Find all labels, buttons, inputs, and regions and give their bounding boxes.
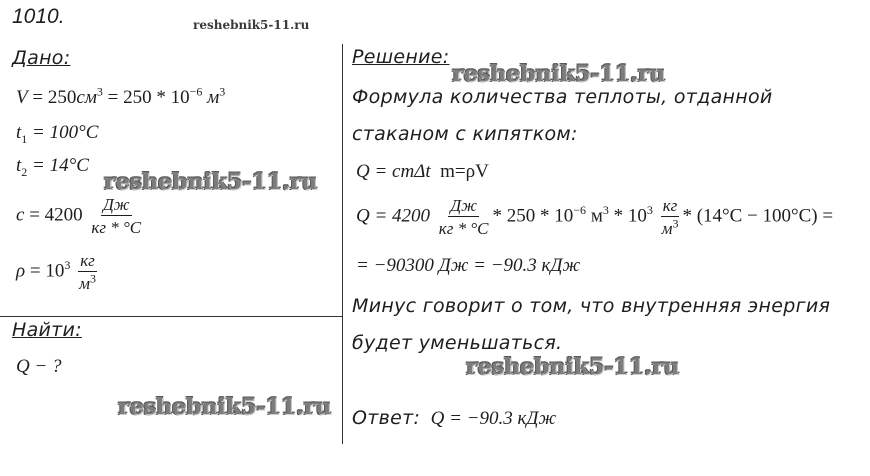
answer-label: Ответ:	[352, 407, 421, 429]
watermark-top: reshebnik5-11.ru	[193, 18, 310, 32]
watermark-bottom-left: reshebnik5-11.ru	[118, 394, 332, 420]
answer-value: Q = −90.3 кДж	[430, 408, 557, 429]
divider-given-find	[0, 316, 342, 317]
find-item: Q − ?	[16, 356, 62, 377]
watermark-solution-top: reshebnik5-11.ru	[452, 61, 666, 87]
solution-text-1: Формула количества теплоты, отданной	[352, 86, 773, 108]
solution-text-4: будет уменьшаться.	[352, 332, 563, 354]
solution-text-3: Минус говорит о том, что внутренняя энергия	[352, 295, 831, 317]
watermark-mid-left: reshebnik5-11.ru	[104, 169, 318, 195]
find-heading: Найти:	[12, 319, 82, 341]
solution-heading: Решение:	[352, 46, 450, 68]
solution-formula-2: Q = 4200 $\frac{Дж}{кг * ^\circ C}$ * $250 * 10^{-6}$ $м^3 * 10^3$ $\frac{кг}{м^3}$ * (14°C − 100°C) =	[356, 196, 834, 238]
given-heading: Дано:	[12, 47, 71, 69]
problem-number: 1010.	[12, 5, 65, 28]
solution-result: = −90300 Дж = −90.3 кДж	[356, 255, 581, 276]
given-volume: $V = 250см^3 = 250 * 10^{-6}$ $м^3$	[16, 84, 226, 108]
divider-vertical	[342, 44, 343, 444]
answer	[352, 407, 556, 430]
given-t2: $t_2 = 14^\circ C$	[16, 155, 89, 179]
given-t1: $t_1 = 100^\circ C$	[16, 122, 99, 146]
solution-text-2: стаканом с кипятком:	[352, 123, 578, 145]
given-rho: $\rho = 10^3$ $\frac{кг}{м^3}$	[16, 251, 96, 293]
solution-formula-1: Q = cmΔt m=ρV	[356, 161, 489, 182]
watermark-solution-bottom: reshebnik5-11.ru	[466, 354, 680, 380]
given-c: c = 4200 $\frac{Дж}{кг * ^\circ C}$	[16, 195, 142, 237]
